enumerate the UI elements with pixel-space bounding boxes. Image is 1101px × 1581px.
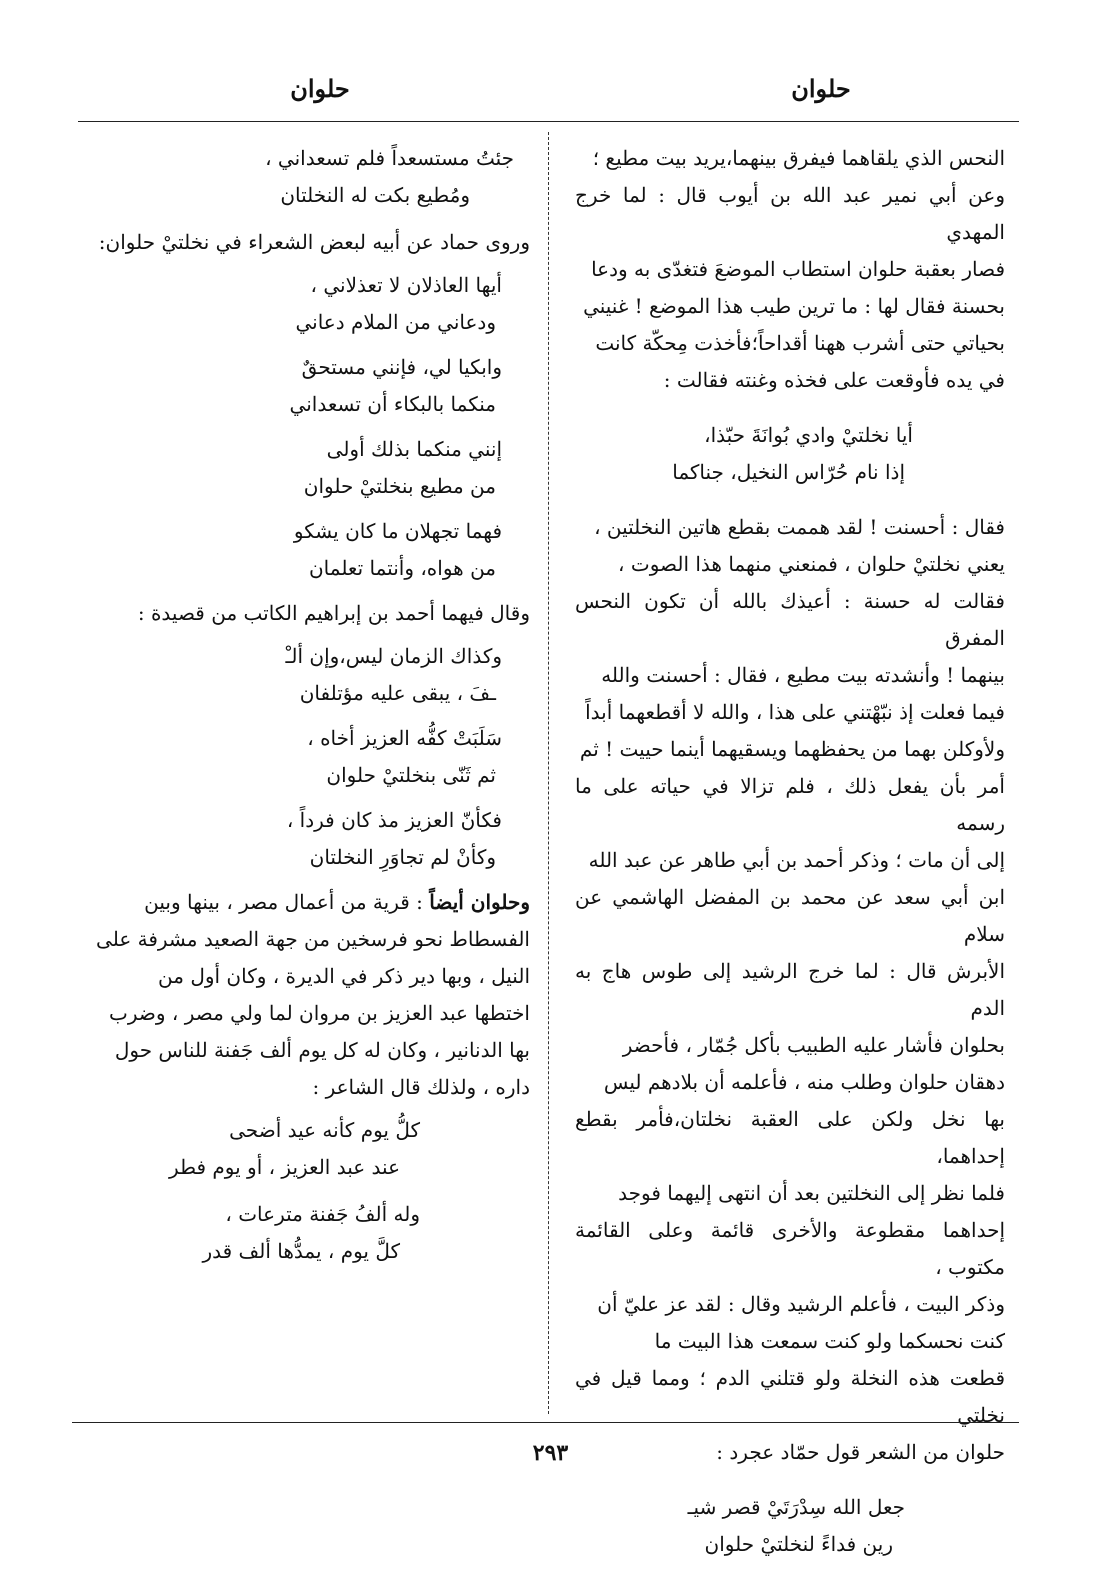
paragraph: فقال : أحسنت ! لقد هممت بقطع هاتين النخلتين ، يعني نخلتيْ حلوان ، فمنعني منهما هذا الصوت ، فقالت له حسنة : أعيذك بالله أن تكون النحس المفرق بينهما ! وأنشدته بيت مطيع ، فقال : أحسنت والله فيما فعلت إذ نبّهْتني على هذا ، والله لا أقطعهما أبداً ولأوكلن بهما من يحفظهما ويسقيهما أينما حييت ! ثم أمر بأن يفعل ذلك ، فلم تزالا في حياته على ما رسمه إلى أن مات ؛ وذكر أحمد بن أبي طاهر عن عبد الله ابن أبي سعد عن محمد بن المفضل الهاشمي عن سلام الأبرش قال : لما خرج الرشيد إلى طوس هاج به الدم بحلوان فأشار عليه الطبيب بأكل جُمّار ، فأحضر دهقان حلوان وطلب منه ، فأعلمه أن بلادهم ليس بها نخل ولكن على العقبة نخلتان،فأمر بقطع إحداهما، فلما نظر إلى النخلتين بعد أن انتهى إليهما فوجد إحداهما مقطوعة والأخرى قائمة وعلى القائمة مكتوب ، وذكر البيت ، فأعلم الرشيد وقال : لقد عز عليّ أن كنت نحسكما ولو كنت سمعت هذا البيت ما قطعت هذه النخلة ولو قتلني الدم ؛ ومما قيل في نخلتي حلوان من الشعر قول حمّاد عجرد : xyxy=(575,515,1005,1464)
verse-first-hemistich: إنني منكما بذلك أولى xyxy=(326,437,502,461)
verse-first-hemistich: فكأنّ العزيز مذ كان فرداً ، xyxy=(286,808,502,832)
running-header-right: حلوان xyxy=(791,74,851,103)
poem xyxy=(84,638,530,876)
verse-second-hemistich: رين فداءً لنخلتيْ حلوان xyxy=(704,1532,893,1556)
verse xyxy=(575,417,1005,491)
verse-first-hemistich: وابكيا لي، فإنني مستحقٌ xyxy=(301,355,502,379)
paragraph: النحس الذي يلقاهما فيفرق بينهما،يريد بيت مطيع ؛ وعن أبي نمير عبد الله بن أيوب قال : لما خرج المهدي فصار بعقبة حلوان استطاب الموضعَ فتغدّى به ودعا بحسنة فقال لها : ما ترين طيب هذا الموضع ! غنيني بحياتي حتى أشرب ههنا أقداحاً؛فأخذت مِحكّة كانت في يده فأوقعت على فخذه وغنته فقالت : xyxy=(575,146,1005,392)
right-column xyxy=(575,140,1005,1581)
verse xyxy=(575,1489,1005,1563)
paragraph: وقال فيهما أحمد بن إبراهيم الكاتب من قصيدة : xyxy=(137,601,530,625)
verse-first-hemistich: أيها العاذلان لا تعذلاني ، xyxy=(310,273,502,297)
verse-second-hemistich: من مطيع بنخلتيْ حلوان xyxy=(303,474,496,498)
verse-second-hemistich: إذا نام حُرّاس النخيل، جناكما xyxy=(672,460,905,484)
verse xyxy=(84,638,530,712)
header-rule xyxy=(78,121,1019,122)
verse xyxy=(84,802,530,876)
verse-first-hemistich: أيا نخلتيْ وادي بُوانَةَ حبّذا، xyxy=(704,423,913,447)
verse xyxy=(84,267,530,341)
poem xyxy=(84,267,530,587)
verse xyxy=(84,1112,530,1186)
verse-second-hemistich: من هواه، وأنتما تعلمان xyxy=(308,556,496,580)
page-number: ٢٩٣ xyxy=(532,1440,569,1466)
verse-first-hemistich: جئتُ مستسعداً فلم تسعداني ، xyxy=(265,146,514,170)
verse-first-hemistich: جعل الله سِدْرَتَيْ قصر شيـ xyxy=(687,1495,905,1519)
paragraph: وروى حماد عن أبيه لبعض الشعراء في نخلتيْ حلوان: xyxy=(98,230,530,254)
running-header-left: حلوان xyxy=(290,74,350,103)
verse-second-hemistich: وكأنْ لم تجاوَرِ النخلتان xyxy=(309,845,496,869)
column-divider xyxy=(548,132,549,1414)
entry-paragraph xyxy=(84,884,530,1106)
verse-first-hemistich: وكذاك الزمان ليس،وإن ألـْ xyxy=(285,644,502,668)
verse-second-hemistich: ومُطيع بكت له النخلتان xyxy=(280,183,470,207)
entry-term: وحلوان أيضاً xyxy=(429,890,530,914)
verse-second-hemistich: ـفَ ، يبقى عليه مؤتلفان xyxy=(299,681,496,705)
verse xyxy=(84,140,530,214)
footer-rule xyxy=(72,1422,1019,1423)
verse-second-hemistich: ودعاني من الملام دعاني xyxy=(295,310,496,334)
verse-second-hemistich: منكما بالبكاء أن تسعداني xyxy=(289,392,496,416)
verse-first-hemistich: وله ألفُ جَفنة مترعات ، xyxy=(225,1202,420,1226)
left-column xyxy=(84,140,530,1280)
verse-first-hemistich: كلُّ يوم كأنه عيد أضحى xyxy=(229,1118,420,1142)
verse xyxy=(84,720,530,794)
verse xyxy=(84,1196,530,1270)
verse-second-hemistich: عند عبد العزيز ، أو يوم فطر xyxy=(169,1155,400,1179)
verse-first-hemistich: فهما تجهلان ما كان يشكو xyxy=(293,519,502,543)
verse xyxy=(84,431,530,505)
entry-text: : قرية من أعمال مصر ، بينها وبين الفسطاط نحو فرسخين من جهة الصعيد مشرفة على النيل ، وبها دير ذكر في الديرة ، وكان أول من اختطها عبد العزيز بن مروان لما ولي مصر ، وضرب بها الدنانير ، وكان له كل يوم ألف جَفنة للناس حول داره ، ولذلك قال الشاعر : xyxy=(96,890,530,1099)
verse xyxy=(84,513,530,587)
verse xyxy=(84,349,530,423)
verse-first-hemistich: سَلَبَتْ كفُّه العزيز أخاه ، xyxy=(307,726,502,750)
verse-second-hemistich: كلَّ يوم ، يمدُّها ألف قدر xyxy=(202,1239,400,1263)
verse-second-hemistich: ثم ثَنّى بنخلتيْ حلوان xyxy=(326,763,496,787)
